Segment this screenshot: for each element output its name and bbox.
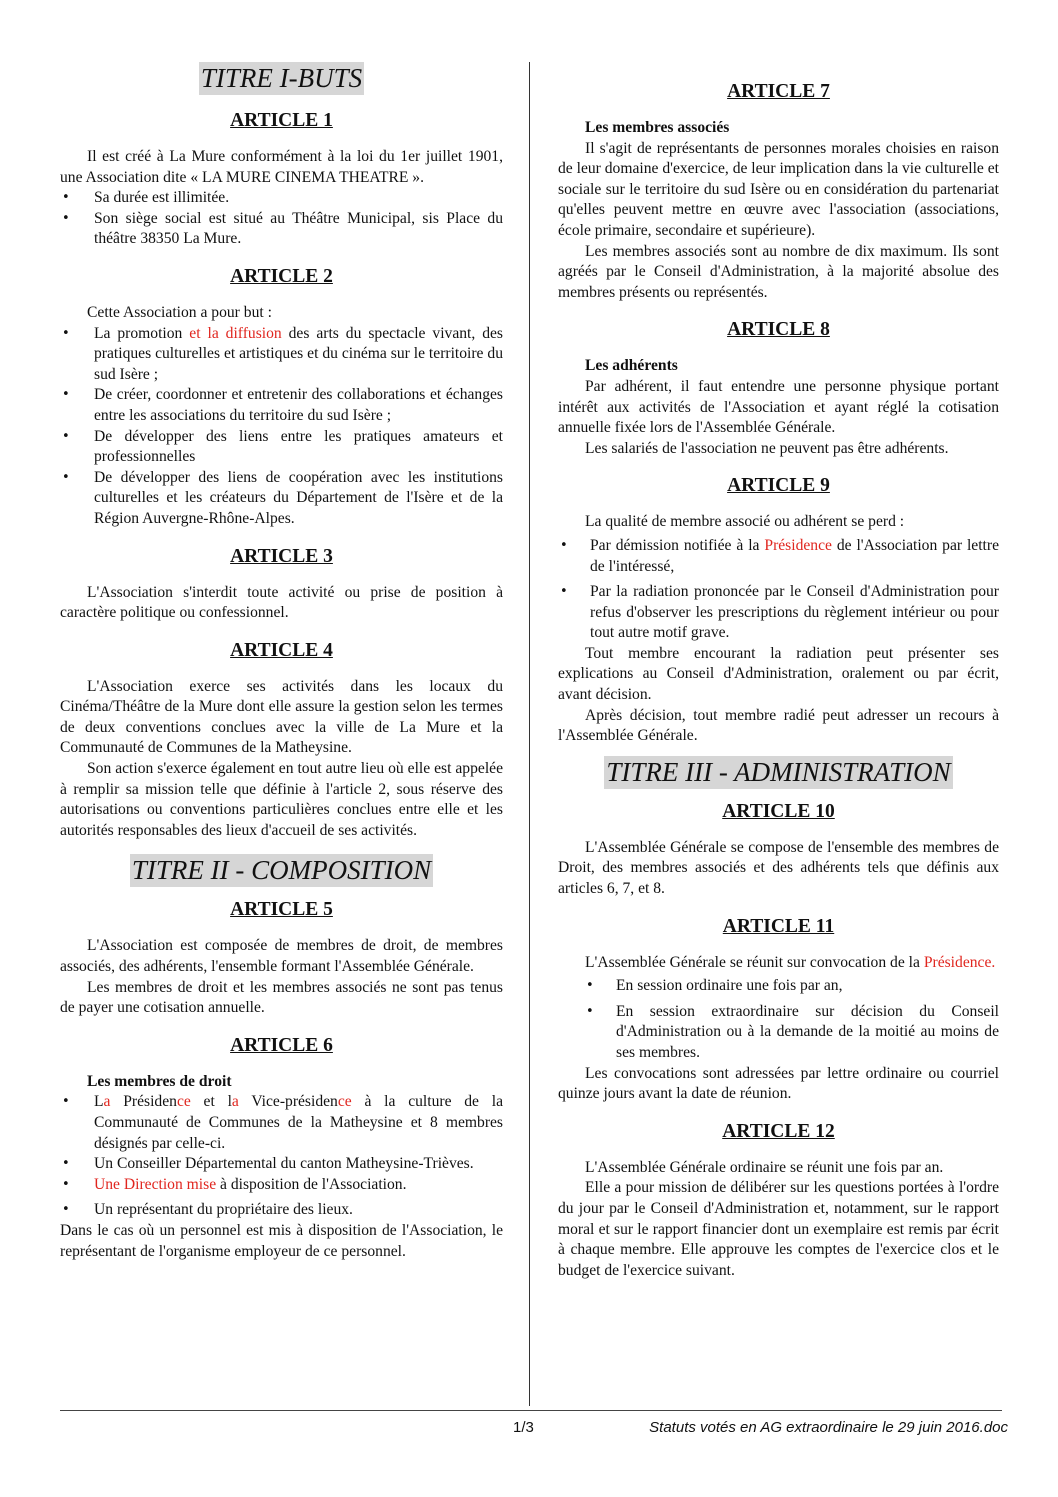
article-5-heading: ARTICLE 5 <box>230 899 333 921</box>
list-item: • Par démission notifiée à la Présidence de l'Association par lettre de l'intéressé, <box>558 536 999 577</box>
article-1-paragraph: Il est créé à La Mure conformément à la loi du 1er juillet 1901, une Association dite « LA MURE CINEMA THEATRE ». <box>60 148 503 186</box>
list-item: • En session ordinaire une fois par an, <box>558 976 999 997</box>
article-11-paragraph-1: L'Assemblée Générale se réunit sur convocation de la Présidence. <box>585 953 996 971</box>
article-3-paragraph: L'Association s'interdit toute activité ou prise de position à caractère politique ou confessionnel. <box>60 583 503 622</box>
article-8-subheading: Les adhérents <box>585 357 678 375</box>
article-2-list <box>60 324 503 530</box>
left-column <box>60 58 503 1262</box>
list-item: • Sa durée est illimitée. <box>60 188 503 209</box>
article-7-subheading: Les membres associés <box>585 119 730 136</box>
article-11-heading: ARTICLE 11 <box>722 915 835 937</box>
document-filename: Statuts votés en AG extraordinaire le 29 juin 2016.doc <box>649 1419 1008 1436</box>
article-7-paragraph-1: Il s'agit de représentants de personnes morales choisies en raison de leur domaine d'exercice, de leur implication dans la vie culturelle et sociale sur le territoire du sud Isère ou en considération du partenariat qu'elles peuvent mettre en œuvre avec l'association (associations, école primaire, secondaire et supérieure). <box>558 139 999 239</box>
article-9-heading: ARTICLE 9 <box>727 475 830 497</box>
right-column <box>558 58 999 1281</box>
article-6-paragraph: Dans le cas où un personnel est mis à disposition de l'Association, le représentant de l'organisme employeur de ce personnel. <box>60 1221 503 1260</box>
article-10-heading: ARTICLE 10 <box>722 800 835 822</box>
list-item: • De développer des liens entre les pratiques amateurs et professionnelles <box>60 427 503 468</box>
article-1-list <box>60 188 503 250</box>
titre-2-heading: TITRE II - COMPOSITION <box>131 855 432 886</box>
list-item: • La Présidence et la Vice-présidence à la culture de la Communauté de Communes de la Matheysine et 8 membres désignés par celle-ci. <box>60 1092 503 1154</box>
article-3-heading: ARTICLE 3 <box>230 545 333 567</box>
column-divider <box>529 62 530 1406</box>
article-2-heading: ARTICLE 2 <box>230 265 333 287</box>
article-8-paragraph-1: Par adhérent, il faut entendre une personne physique portant intérêt aux activités de l'Association et ayant réglé la cotisation annuelle fixée lors de l'Assemblée Générale. <box>558 377 999 437</box>
article-8-paragraph-2: Les salariés de l'association ne peuvent pas être adhérents. <box>585 439 949 457</box>
article-9-list <box>558 536 999 644</box>
titre-3-heading: TITRE III - ADMINISTRATION <box>606 756 951 787</box>
titre-1-heading: TITRE I-BUTS <box>200 63 363 93</box>
page-number: 1/3 <box>513 1419 534 1436</box>
article-5-paragraph-1: L'Association est composée de membres de droit, de membres associés, des adhérents, l'ensemble formant l'Assemblée Générale. <box>60 937 503 976</box>
article-11-list <box>558 976 999 1063</box>
article-2-intro: Cette Association a pour but : <box>87 303 272 321</box>
list-item: • La promotion et la diffusion des arts du spectacle vivant, des pratiques culturelles et artistiques et du cinéma sur le territoire du sud Isère ; <box>60 324 503 386</box>
article-12-paragraph-1: L'Assemblée Générale ordinaire se réunit une fois par an. <box>585 1158 944 1176</box>
article-10-paragraph: L'Assemblée Générale se compose de l'ensemble des membres de Droit, des membres associés et des adhérents tels que définis aux articles 6, 7, et 8. <box>558 838 999 898</box>
footer-rule <box>60 1410 1002 1411</box>
article-6-subheading: Les membres de droit <box>87 1072 232 1090</box>
article-11-paragraph-2: Les convocations sont adressées par lettre ordinaire ou courriel quinze jours avant la date de réunion. <box>558 1064 999 1103</box>
list-item: • Un représentant du propriétaire des lieux. <box>60 1200 503 1221</box>
article-7-heading: ARTICLE 7 <box>727 81 830 102</box>
list-item: • Une Direction mise à disposition de l'Association. <box>60 1175 503 1196</box>
list-item: • Son siège social est situé au Théâtre Municipal, sis Place du théâtre 38350 La Mure. <box>60 209 503 250</box>
article-7-paragraph-2: Les membres associés sont au nombre de dix maximum. Ils sont agréés par le Conseil d'Administration, à la majorité absolue des membres présents ou représentés. <box>558 242 999 301</box>
article-6-list <box>60 1092 503 1221</box>
article-12-heading: ARTICLE 12 <box>722 1120 835 1142</box>
article-8-heading: ARTICLE 8 <box>727 319 830 341</box>
article-1-heading: ARTICLE 1 <box>230 110 333 131</box>
list-item: • De développer des liens de coopération avec les institutions culturelles et les créateurs du Département de l'Isère et de la Région Auvergne-Rhône-Alpes. <box>60 468 503 530</box>
article-4-paragraph-2: Son action s'exerce également en tout autre lieu où elle est appelée à remplir sa mission telle que définie à l'article 2, sous réserve des autorisations ou conventions particulières conclues entre elle et les autorités responsables des lieux d'accueil de ses activités. <box>60 760 503 839</box>
list-item: • Un Conseiller Départemental du canton Matheysine-Trièves. <box>60 1154 503 1175</box>
article-5-paragraph-2: Les membres de droit et les membres associés ne sont pas tenus de payer une cotisation annuelle. <box>60 978 503 1017</box>
article-6-heading: ARTICLE 6 <box>230 1034 333 1056</box>
list-item: • Par la radiation prononcée par le Conseil d'Administration pour refus d'observer les prescriptions du règlement intérieur ou pour tout autre motif grave. <box>558 582 999 644</box>
list-item: • En session extraordinaire sur décision du Conseil d'Administration ou à la demande de la moitié au moins de ses membres. <box>558 1002 999 1064</box>
list-item: • De créer, coordonner et entretenir des collaborations et échanges entre les associations du territoire du sud Isère ; <box>60 385 503 426</box>
article-9-intro: La qualité de membre associé ou adhérent se perd : <box>585 513 905 531</box>
article-4-paragraph-1: L'Association exerce ses activités dans les locaux du Cinéma/Théâtre de la Mure dont elle assure la gestion selon les termes de deux conventions conclues avec la ville de La Mure et la Communauté de Communes de la Matheysine. <box>60 677 503 757</box>
article-9-paragraph-2: Après décision, tout membre radié peut adresser un recours à l'Assemblée Générale. <box>558 706 999 745</box>
article-4-heading: ARTICLE 4 <box>230 639 333 661</box>
article-12-paragraph-2: Elle a pour mission de délibérer sur les questions portées à l'ordre du jour par le Conseil d'Administration et, notamment, sur le rapport moral et sur le rapport financier dont un exemplaire est remis par écrit à chaque membre. Elle approuve les comptes de l'exercice clos et le budget de l'exercice suivant. <box>558 1179 999 1279</box>
article-9-paragraph-1: Tout membre encourant la radiation peut présenter ses explications au Conseil d'Administration, oralement ou par écrit, avant décision. <box>558 644 999 704</box>
